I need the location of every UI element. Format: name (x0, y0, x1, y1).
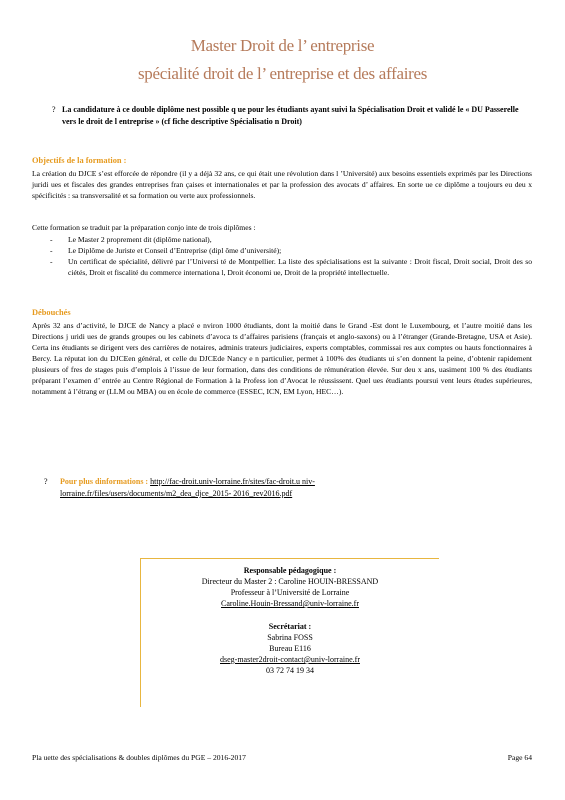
resp-heading: Responsable pédagogique : (243, 566, 337, 575)
page-title: Master Droit de l’ entreprise (190, 36, 375, 55)
objectifs-heading: Objectifs de la formation : (32, 156, 127, 165)
page-subtitle: spécialité droit de l’ entreprise et des affaires (137, 64, 428, 83)
contact-box (140, 558, 439, 707)
resp-email-link[interactable]: Caroline.Houin-Bressand@univ-lorraine.fr (221, 599, 359, 608)
footer-title: Pla uette des spécialisations & doubles diplômes du PGE – 2016-2017 (32, 753, 246, 762)
secretariat-email-link[interactable]: dseg-master2droit-contact@univ-lorraine.fr (220, 655, 360, 664)
debouches-paragraph: Après 32 ans d’activité, le DJCE de Nancy a placé e nviron 1000 étudiants, dont la moitié dans le Grand -Est dont le Luxembourg, et l’autre moitié dans les Directions j uridi ues de grands groupes ou les cabinets d’avoca ts d’affaires parisiens (français et anglo-saxons) ou à l’étranger (Grande-Bretagne, USA et Asie). Certa ins étudiants se dirigent vers des carrières de notaires, adminis trateurs judiciaires, experts comptables, commissai res aux comptes ou hauts fonctionnaires à Bercy. La réputat ion du DJCEen général, et celle du DJCEde Nancy e n particulier, permet à 100% des étudiants ui s’en donnent la peine, d’obtenir rapidement plusieurs of fres de stages puis d’emplois à l’issue de leur formation, dans des conditions de rémunération élevée. Sur deu x ans, uasiment 100 % des étudiants préparant l’examen d’ entrée au Centre Régional de Formation à la Profess ion d’Avocat le réussissent. Quel ues étudiants poursui vent leurs études supérieures, notamment à l’étrang er (LLM ou MBA) ou en école de commerce (ESSEC, ICN, EM Lyon, HEC…). (32, 321, 532, 396)
resp-title: Professeur à l’Université de Lorraine (230, 588, 350, 597)
info-bullet: ? (44, 477, 48, 486)
resp-director: Directeur du Master 2 : Caroline HOUIN-BRESSAND (201, 577, 379, 586)
secretariat-name: Sabrina FOSS (267, 633, 313, 642)
objectifs-paragraph: La création du DJCE s’est efforcée de répondre (il y a déjà 32 ans, ce qui était une révolution dans l ’Université) aux besoins essentiels exprimés par les Directions juridi ues et fiscales des grandes entreprises fran çaises et internationales et par la profession des avocats d’ affaires. En sorte ue ce diplôme a toujours eu deu x spécificités : sa transversalité et sa formation ou verte aux professionnels. (32, 169, 532, 200)
note-bullet: ? (52, 105, 56, 114)
more-info (44, 476, 464, 500)
list-item: - Le Diplôme de Juriste et Conseil d’Entreprise (dipl ôme d’université); (50, 246, 282, 255)
secretariat-heading: Secrétariat : (268, 622, 312, 631)
info-label: Pour plus dinformations : (60, 477, 149, 486)
objectifs-intro-list: Cette formation se traduit par la préparation conjo inte de trois diplômes : (32, 223, 256, 232)
eligibility-note (52, 104, 532, 128)
list-item: - Un certificat de spécialité, délivré par l’Universi té de Montpellier. La liste des spécialisations est la suivante : Droit fiscal, Droit social, Droit des so ciétés, Droit et fiscalité du commerce internationa l, Droit économi ue, Droit de la propriété intellectuelle. (50, 257, 532, 277)
list-item: - Le Master 2 proprement dit (diplôme national), (50, 235, 212, 244)
diplomes-list (32, 234, 532, 278)
info-link-line2[interactable]: lorraine.fr/files/users/documents/m2_dea_djce_2015- 2016_rev2016.pdf (60, 489, 293, 498)
info-link-line1[interactable]: http://fac-droit.univ-lorraine.fr/sites/fac-droit.u niv- (150, 477, 315, 486)
page-number: Page 64 (507, 753, 532, 762)
secretariat-phone: 03 72 74 19 34 (266, 666, 314, 675)
debouches-heading: Débouchés (32, 308, 71, 317)
page-footer (32, 753, 532, 762)
secretariat-office: Bureau E116 (269, 644, 311, 653)
note-text: La candidature à ce double diplôme nest possible q ue pour les étudiants ayant suivi la Spécialisation Droit et validé le « DU Passerelle vers le droit de l entreprise » (cf fiche descriptive Spécialisatio n Droit) (62, 105, 519, 126)
